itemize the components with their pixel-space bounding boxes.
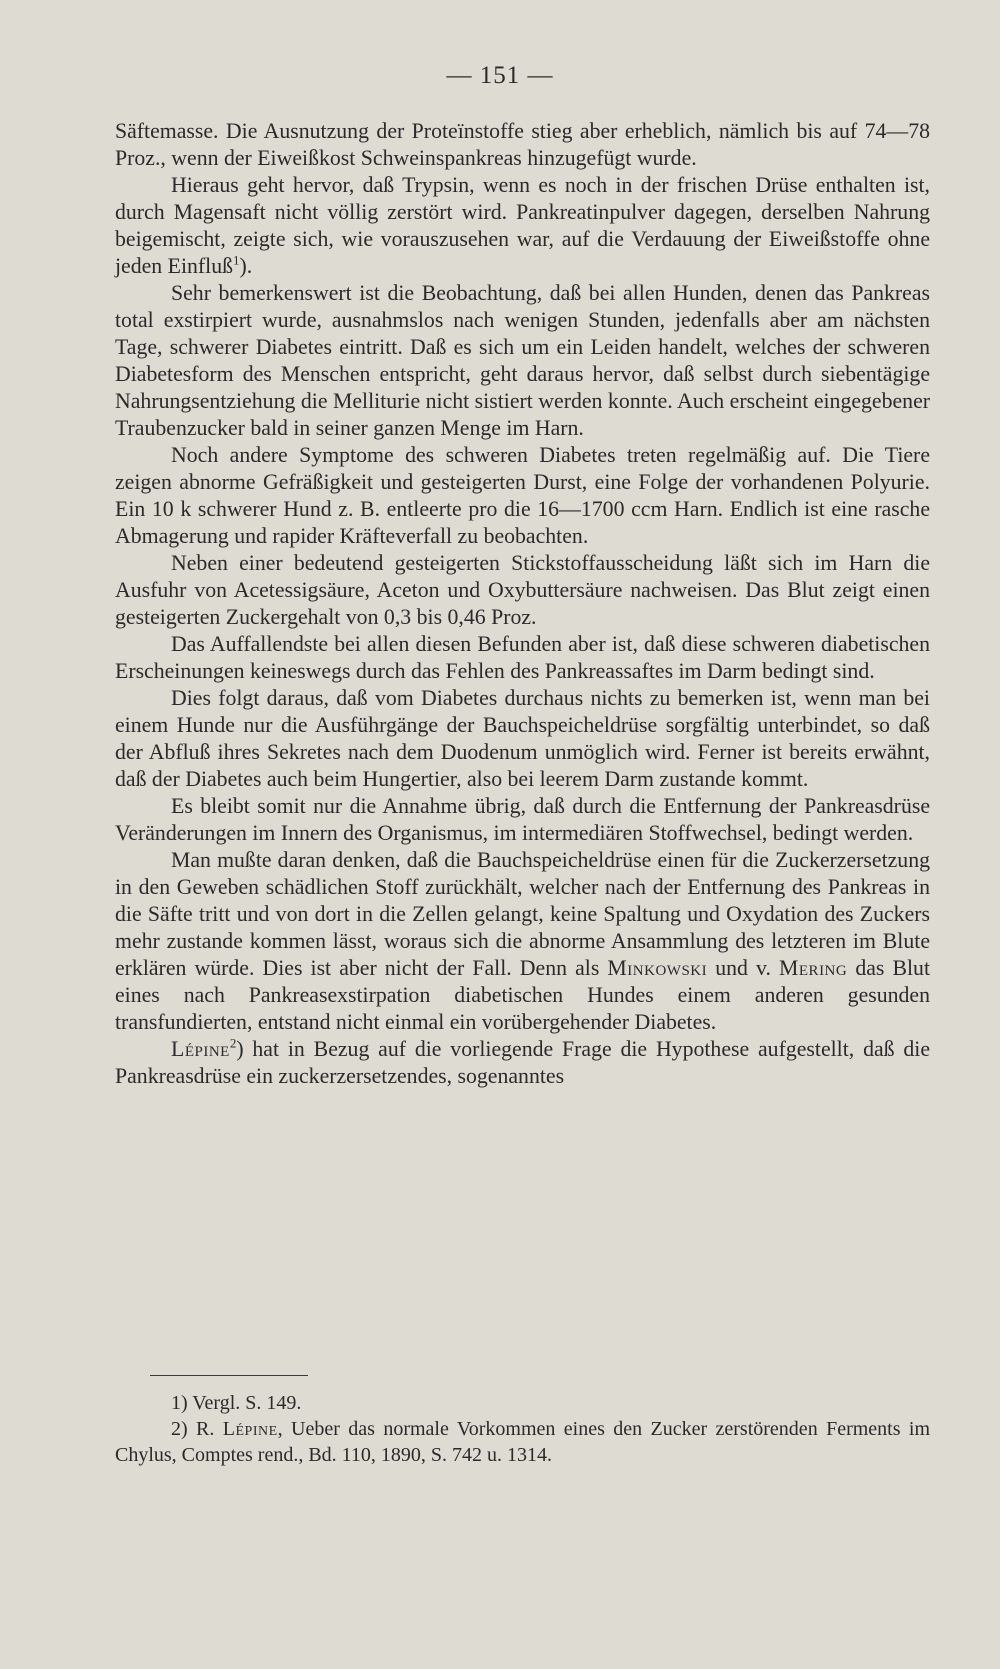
footnote-ref-2: 2 xyxy=(229,1035,237,1051)
footnote-2-author: Lépine xyxy=(222,1418,278,1440)
footnote-ref-1: 1 xyxy=(233,252,240,268)
footnote-1: 1) Vergl. S. 149. xyxy=(171,1392,302,1414)
author-name-mering: Mering xyxy=(779,956,848,980)
paragraph-7: Dies folgt daraus, daß vom Diabetes durchaus nichts zu bemerken ist, wenn man bei einem Hunde nur die Ausführgänge der Bauchspeicheldrüse sorgfältig unterbindet, so daß der Abfluß ihres Sekretes nach dem Duodenum unmöglich wird. Ferner ist bereits erwähnt, daß der Diabetes auch beim Hungertier, also bei leerem Darm zustande kommt. xyxy=(115,686,930,791)
footnote-2-text-a: 2) R. xyxy=(171,1418,223,1440)
paragraph-10 xyxy=(115,1036,930,1090)
author-name-lepine: Lépine xyxy=(171,1037,230,1061)
footnote-divider xyxy=(150,1375,308,1376)
paragraph-8: Es bleibt somit nur die Annahme übrig, daß durch die Entfernung der Pankreasdrüse Veränderungen im Innern des Organismus, im intermediären Stoffwechsel, bedingt werden. xyxy=(115,794,930,845)
paragraph-9 xyxy=(115,847,930,1036)
main-text xyxy=(115,118,930,1090)
paragraph-3: Sehr bemerkenswert ist die Beobachtung, daß bei allen Hunden, denen das Pankreas total exstirpiert wurde, ausnahmslos nach wenigen Stunden, jedenfalls aber am nächsten Tage, schwerer Diabetes eintritt. Daß es sich um ein Leiden handelt, welches der schweren Diabetesform des Menschen entspricht, geht daraus hervor, daß selbst durch siebentägige Nahrungsentziehung die Melliturie nicht sistiert werden konnte. Auch erscheint eingegebener Traubenzucker bald in seiner ganzen Menge im Harn. xyxy=(115,281,930,440)
paragraph-2-text: Hieraus geht hervor, daß Trypsin, wenn es noch in der frischen Drüse enthalten ist, durch Magensaft nicht völlig zerstört wird. Pankreatinpulver dagegen, derselben Nahrung beigemischt, zeigte sich, wie vorauszusehen war, auf die Verdauung der Eiweißstoffe ohne jeden Einfluß xyxy=(115,173,930,278)
page-number: — 151 — xyxy=(446,62,554,89)
paragraph-9-text-a: Man mußte daran denken, daß die Bauchspeicheldrüse einen für die Zuckerzersetzung in den Geweben schädlichen Stoff zurückhält, welcher nach der Entfernung des Pankreas in die Säfte tritt und von dort in die Zellen gelangt, keine Spaltung und Oxydation des Zuckers mehr zustande kommen lässt, woraus sich die abnorme Ansammlung des letzteren im Blute erklären würde. Dies ist aber nicht der Fall. Denn als xyxy=(115,848,930,980)
paragraph-9-text-b: und v. xyxy=(707,956,780,980)
author-name-minkowski: Minkowski xyxy=(607,956,708,980)
paragraph-10-text: ) hat in Bezug auf die vorliegende Frage die Hypothese aufgestellt, daß die Pankreasdrüse ein zuckerzersetzendes, sogenanntes xyxy=(115,1037,930,1088)
paragraph-1: Säftemasse. Die Ausnutzung der Proteïnstoffe stieg aber erheblich, nämlich bis auf 74—78 Proz., wenn der Eiweißkost Schweinspankreas hinzugefügt wurde. xyxy=(115,119,930,170)
footnote-2-text-b: , Ueber das normale Vorkommen eines den Zucker zerstörenden Ferments im Chylus, Comptes rend., Bd. 110, 1890, S. 742 u. 1314. xyxy=(115,1418,930,1466)
paragraph-6: Das Auffallendste bei allen diesen Befunden aber ist, daß diese schweren diabetischen Erscheinungen keineswegs durch das Fehlen des Pankreassaftes im Darm bedingt sind. xyxy=(115,632,930,683)
paragraph-4: Noch andere Symptome des schweren Diabetes treten regelmäßig auf. Die Tiere zeigen abnorme Gefräßigkeit und gesteigerten Durst, eine Folge der vorhandenen Polyurie. Ein 10 k schwerer Hund z. B. entleerte pro die 16—1700 ccm Harn. Endlich ist eine rasche Abmagerung und rapider Kräfteverfall zu beobachten. xyxy=(115,443,930,548)
paragraph-2-end: ). xyxy=(239,254,253,278)
paragraph-9-text-c: das Blut eines nach Pankreasexstirpation diabetischen Hundes einem anderen gesunden transfundierten, entstand nicht einmal ein vorübergehender Diabetes. xyxy=(115,956,931,1034)
footnotes xyxy=(115,1390,930,1468)
paragraph-2 xyxy=(115,172,930,280)
footnote-2 xyxy=(115,1416,930,1468)
paragraph-5: Neben einer bedeutend gesteigerten Stickstoffausscheidung läßt sich im Harn die Ausfuhr von Acetessigsäure, Aceton und Oxybuttersäure nachweisen. Das Blut zeigt einen gesteigerten Zuckergehalt von 0,3 bis 0,46 Proz. xyxy=(115,551,930,629)
